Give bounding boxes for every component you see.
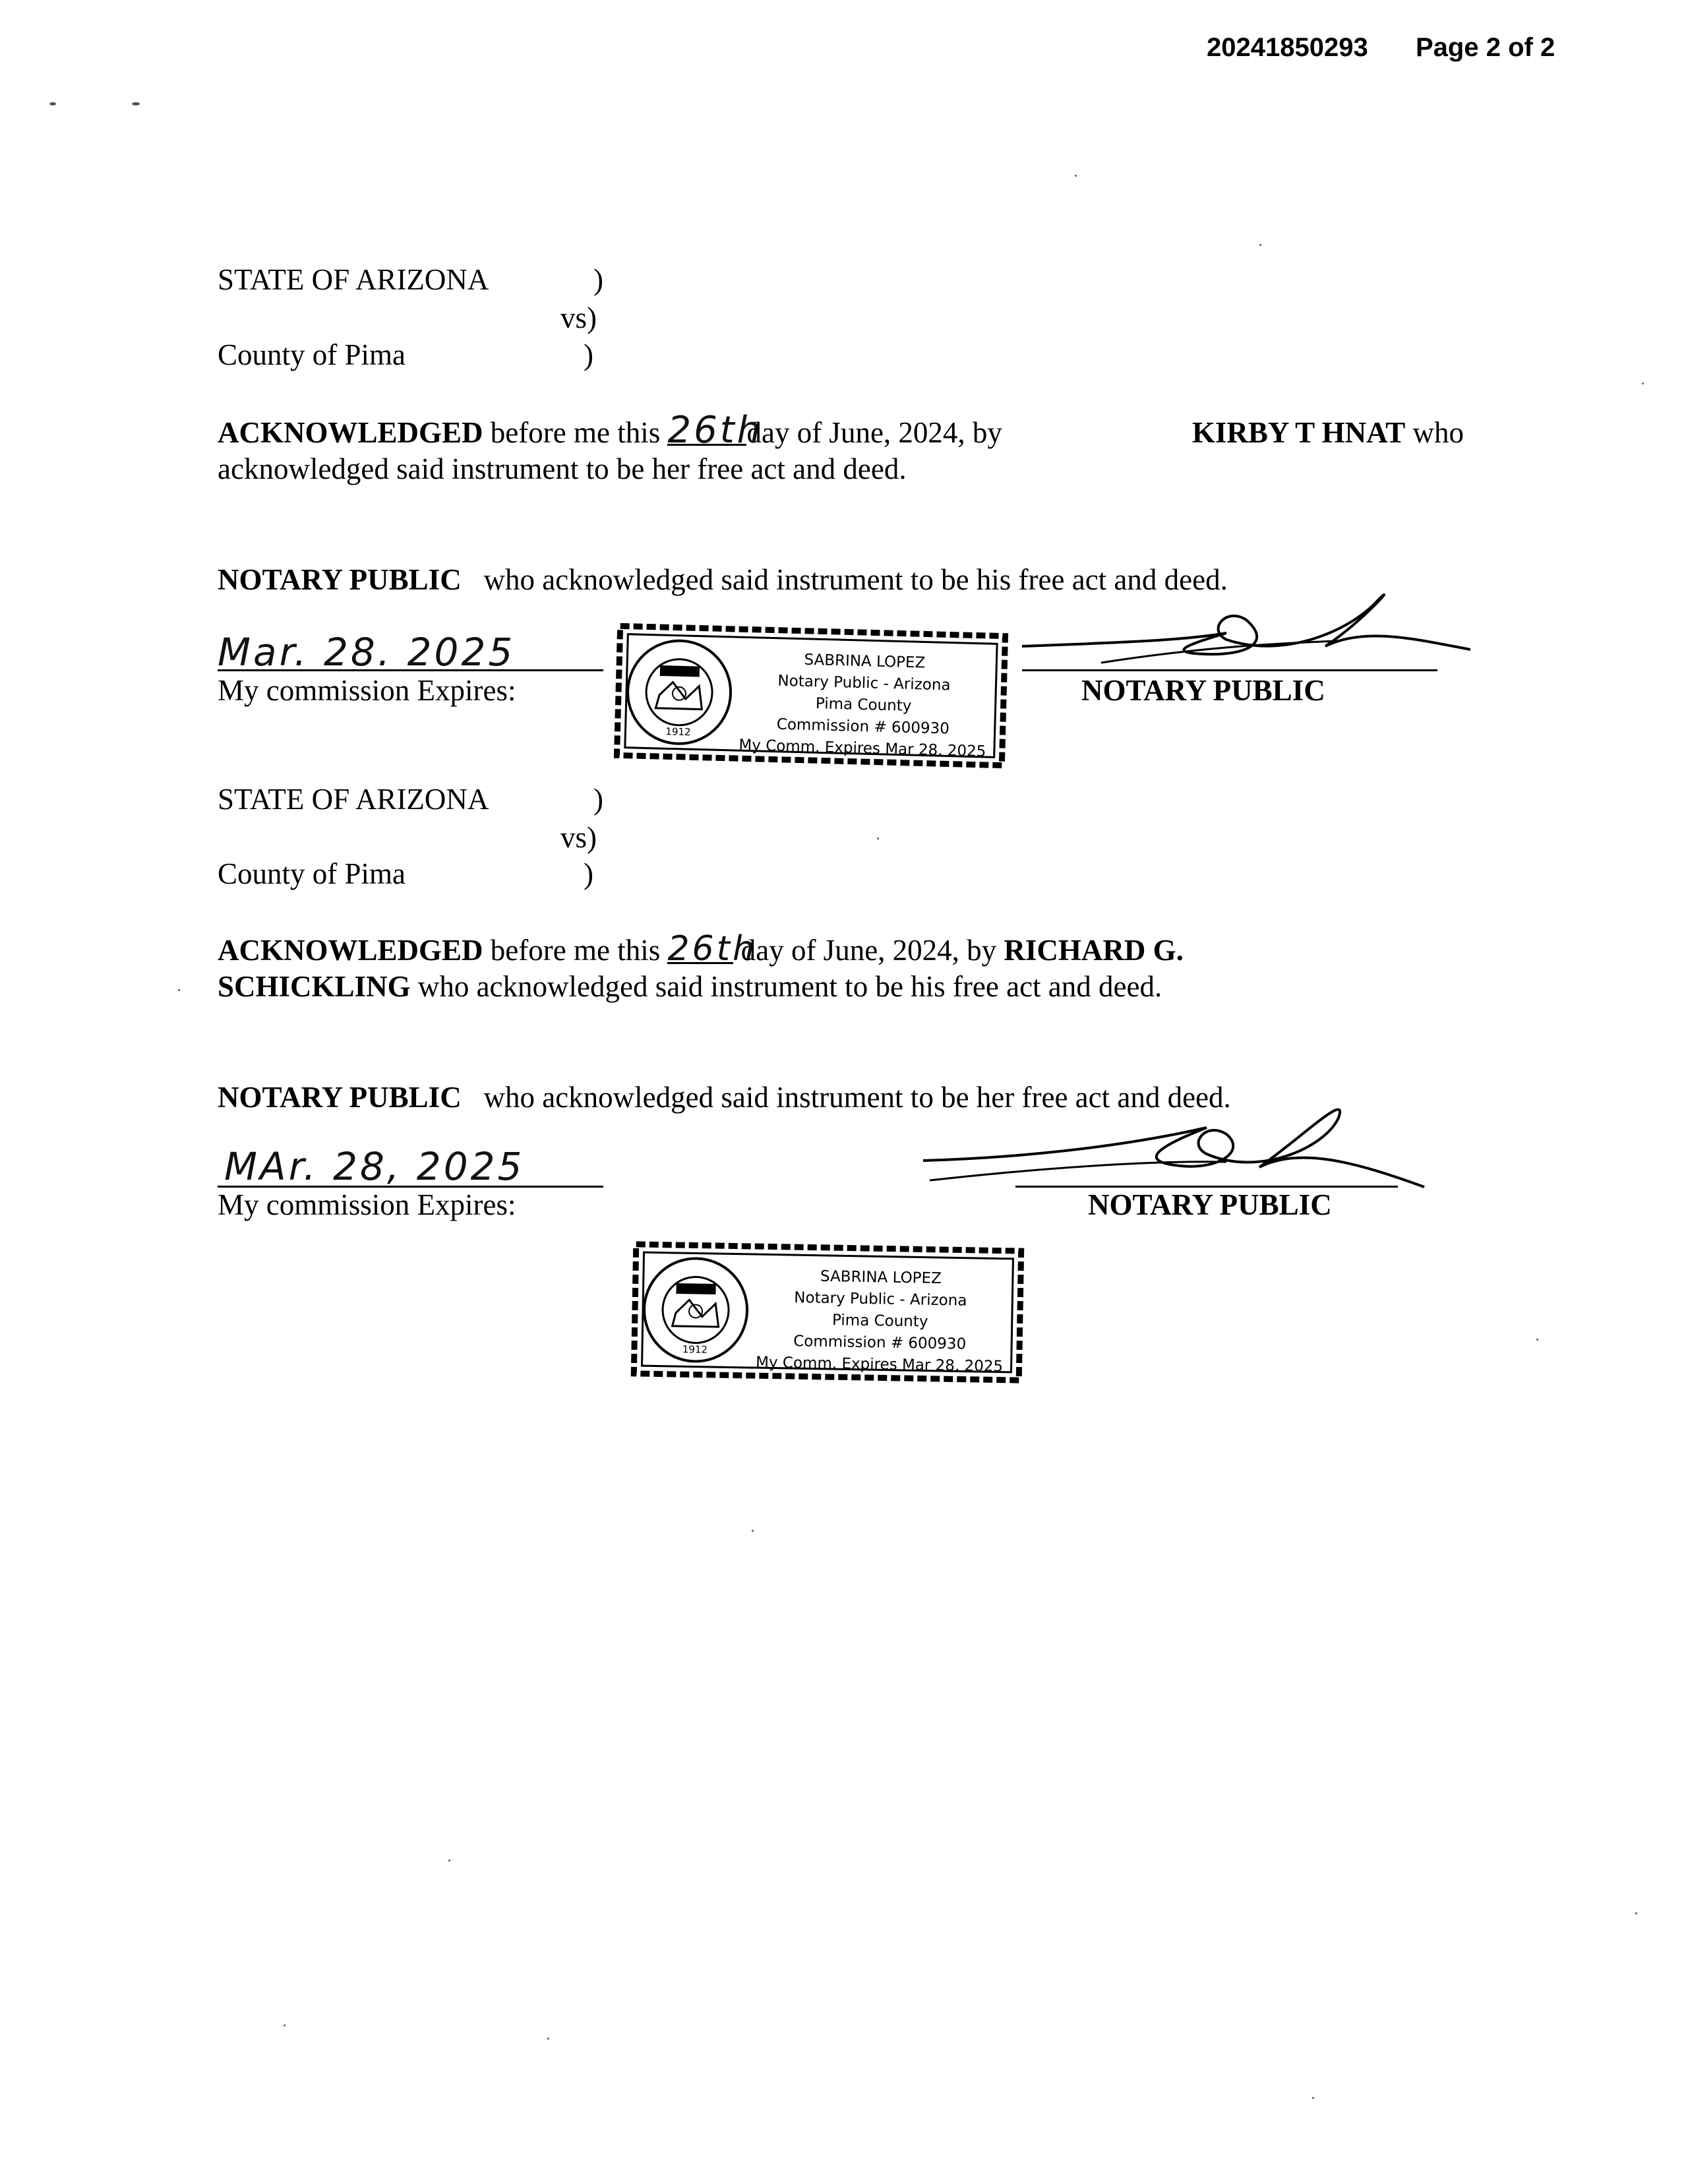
scan-speck	[1635, 1912, 1637, 1914]
handwritten-day-1: 26th	[667, 409, 764, 452]
seal-year: 1912	[665, 725, 691, 739]
notary-public-label: NOTARY PUBLIC	[218, 1081, 462, 1114]
stamp-expires: My Comm. Expires Mar 28, 2025	[755, 1354, 1004, 1376]
scan-speck	[132, 102, 140, 106]
ack-after-text: day of June, 2024, by	[746, 416, 1002, 449]
stamp-name: SABRINA LOPEZ	[804, 651, 926, 672]
ack-before-text: before me this	[490, 416, 661, 449]
county-label-2: County of Pima	[218, 857, 406, 890]
notary-public-caption-2: NOTARY PUBLIC	[1088, 1188, 1332, 1221]
notary-signature-2	[917, 1088, 1431, 1220]
handwritten-day-2: 26th	[667, 929, 757, 969]
paren-top-1: )	[593, 263, 603, 296]
acknowledged-label: ACKNOWLEDGED	[218, 934, 483, 967]
acknowledgement-line-1	[218, 409, 1464, 452]
state-label-1: STATE OF ARIZONA	[218, 263, 489, 296]
handwritten-expiration-2: MAr. 28, 2025	[224, 1144, 525, 1189]
stamp-county: Pima County	[815, 695, 912, 715]
expiration-rule-2	[218, 1186, 603, 1188]
scan-speck	[547, 2038, 549, 2040]
stamp-text-1	[737, 648, 990, 763]
stamp-commission: Commission # 600930	[776, 715, 950, 738]
scan-speck	[1259, 244, 1261, 246]
acknowledgement-line-2	[218, 929, 1184, 969]
scan-speck	[877, 837, 879, 839]
stamp-county: Pima County	[831, 1312, 928, 1331]
acknowledgement-line-2b	[218, 969, 1162, 1004]
signer-name-1: KIRBY T HNAT	[1191, 416, 1406, 449]
acknowledgement-line-1b: acknowledged said instrument to be her free act and deed.	[218, 452, 907, 485]
stamp-name: SABRINA LOPEZ	[820, 1267, 942, 1288]
scan-speck	[1312, 2097, 1314, 2099]
ack-before-text: before me this	[490, 934, 661, 967]
paren-bottom-1: )	[584, 338, 593, 371]
ack-after-text: day of June, 2024, by	[740, 934, 997, 967]
county-label-1: County of Pima	[218, 338, 406, 371]
scan-speck	[752, 1530, 754, 1532]
vs-label-2: vs)	[560, 821, 597, 854]
scan-speck	[1075, 175, 1077, 177]
notary-stamp-2	[628, 1236, 1027, 1388]
vs-label-1: vs)	[560, 301, 597, 334]
paren-bottom-2: )	[584, 857, 593, 890]
who-word: who	[1412, 416, 1464, 449]
notary-statement: who acknowledged said instrument to be his free act and deed.	[483, 563, 1228, 596]
stamp-text-2	[754, 1265, 1006, 1378]
stamp-expires: My Comm. Expires Mar 28, 2025	[738, 737, 986, 760]
scan-speck	[1642, 382, 1644, 384]
scan-speck	[284, 2024, 286, 2026]
notary-public-caption-1: NOTARY PUBLIC	[1081, 674, 1325, 707]
handwritten-expiration-1: Mar. 28. 2025	[218, 630, 516, 675]
notary-public-label: NOTARY PUBLIC	[218, 563, 462, 596]
commission-expires-label-1: My commission Expires:	[218, 674, 516, 707]
signer-surname-2: SCHICKLING	[218, 970, 411, 1003]
paren-top-2: )	[593, 783, 603, 816]
notary-statement: who acknowledged said instrument to be her free act and deed.	[483, 1081, 1231, 1114]
scan-speck	[448, 1860, 450, 1862]
signer-name-2: RICHARD G.	[1004, 934, 1184, 967]
scan-speck	[1536, 1339, 1538, 1341]
scan-speck	[178, 989, 180, 991]
acknowledged-label: ACKNOWLEDGED	[218, 416, 483, 449]
stamp-title: Notary Public - Arizona	[794, 1289, 967, 1310]
ack-line2-text: who acknowledged said instrument to be his free act and deed.	[417, 970, 1162, 1003]
notary-stamp-1	[611, 618, 1011, 774]
expiration-rule-1	[218, 669, 603, 671]
seal-year: 1912	[682, 1343, 708, 1356]
document-number: 20241850293	[1207, 33, 1368, 62]
scan-speck	[49, 102, 56, 106]
stamp-title: Notary Public - Arizona	[777, 672, 951, 694]
stamp-commission: Commission # 600930	[793, 1333, 967, 1353]
commission-expires-label-2: My commission Expires:	[218, 1188, 516, 1221]
state-label-2: STATE OF ARIZONA	[218, 783, 489, 816]
notary-signature-1	[1009, 580, 1484, 679]
page-indicator: Page 2 of 2	[1416, 33, 1555, 62]
